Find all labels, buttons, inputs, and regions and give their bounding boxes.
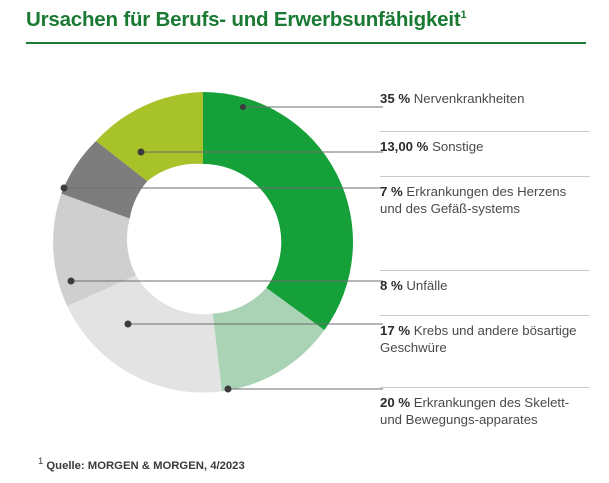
- legend-value: 13,00 %: [380, 139, 429, 154]
- legend-label: Krebs und andere bösartige Geschwüre: [380, 323, 577, 356]
- legend-label: Unfälle: [406, 278, 448, 293]
- legend: [380, 88, 590, 463]
- legend-value: 7 %: [380, 184, 403, 199]
- legend-item-krebs[interactable]: [380, 315, 590, 387]
- legend-item-unfaelle[interactable]: [380, 270, 590, 315]
- source-text: Quelle: MORGEN & MORGEN, 4/2023: [46, 459, 245, 472]
- donut-chart: [23, 62, 383, 422]
- source-note: [38, 455, 245, 472]
- legend-item-skelett-bewegungsapparat[interactable]: [380, 387, 590, 463]
- page-title: [26, 8, 466, 32]
- legend-value: 8 %: [380, 278, 403, 293]
- title-divider: [26, 42, 586, 44]
- slice-nervenkrankheiten[interactable]: [203, 92, 353, 330]
- legend-value: 35 %: [380, 91, 411, 106]
- legend-label: Erkrankungen des Herzens und des Gefäß-systems: [380, 184, 567, 217]
- legend-label: Nervenkrankheiten: [413, 91, 525, 106]
- legend-value: 17 %: [380, 323, 411, 338]
- legend-item-nervenkrankheiten[interactable]: [380, 88, 590, 131]
- legend-item-herz-gefaesssystem[interactable]: [380, 176, 590, 270]
- page-title-footnote-marker: 1: [460, 9, 467, 22]
- source-footnote-marker: 1: [38, 455, 44, 466]
- page-title-text: Ursachen für Berufs- und Erwerbsunfähigkeit: [26, 8, 461, 31]
- donut-chart-svg: [23, 62, 383, 422]
- donut-slices: [53, 92, 353, 393]
- legend-label: Sonstige: [432, 139, 484, 154]
- legend-value: 20 %: [380, 395, 411, 410]
- legend-item-sonstige[interactable]: [380, 131, 590, 176]
- legend-label: Erkrankungen des Skelett- und Bewegungs-apparates: [380, 395, 570, 428]
